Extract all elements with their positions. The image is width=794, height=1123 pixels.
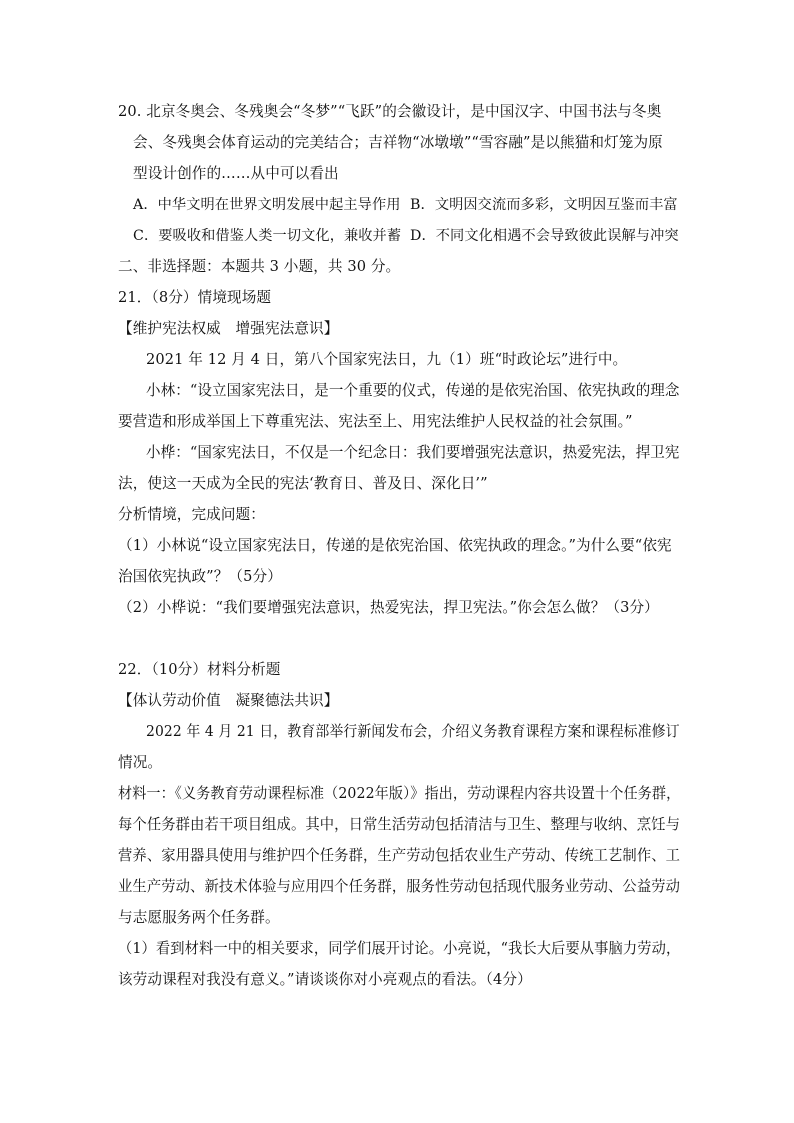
q22-sub1-line-1: （1）看到材料一中的相关要求，同学们展开讨论。小亮说，“我长大后要从事脑力劳动， [118, 940, 681, 957]
q22-material1-line-3: 营养、家用器具使用与维护四个任务群，生产劳动包括农业生产劳动、传统工艺制作、工 [118, 847, 681, 864]
q21-xiaolin-line-1: 小林：“设立国家宪法日，是一个重要的仪式，传递的是依宪治国、依宪执政的理念 [146, 382, 680, 399]
q22-theme: 【体认劳动价值 凝聚德法共识】 [118, 692, 339, 709]
q20-option-a: A．中华文明在世界文明发展中起主导作用 [133, 197, 401, 213]
q20-option-b: B．文明因交流而多彩，文明因互鉴而丰富 [410, 197, 678, 213]
q22-title: 22．（10分）材料分析题 [118, 661, 281, 678]
q22-material1-line-2: 每个任务群由若干项目组成。其中，日常生活劳动包括清洁与卫生、整理与收纳、烹饪与 [118, 816, 681, 833]
section-2-heading: 二、非选择题：本题共 3 小题，共 30 分。 [118, 258, 401, 275]
q21-xiaolin-line-2: 要营造和形成举国上下尊重宪法、宪法至上、用宪法维护人民权益的社会氛围。” [118, 413, 633, 430]
q21-title: 21．（8分）情境现场题 [118, 289, 272, 306]
q21-sub1-line-2: 治国依宪执政”？（5分） [118, 568, 282, 585]
q21-intro: 2021 年 12 月 4 日，第八个国家宪法日，九（1）班“时政论坛”进行中。 [146, 351, 628, 368]
q20-stem-line-2: 会、冬残奥会体育运动的完美结合；吉祥物“冰墩墩”“雪容融”是以熊猫和灯笼为原 [133, 134, 663, 151]
q20-option-d: D．不同文化相遇不会导致彼此误解与冲突 [410, 228, 679, 244]
q22-intro-line-2: 情况。 [118, 754, 163, 771]
q21-task: 分析情境，完成问题： [118, 506, 265, 523]
q22-material1-line-5: 与志愿服务两个任务群。 [118, 909, 280, 926]
q21-xiaohua-line-2: 法，使这一天成为全民的宪法‘教育日、普及日、深化日’” [118, 475, 488, 492]
q22-sub1-line-2: 该劳动课程对我没有意义。”请谈谈你对小亮观点的看法。（4分） [118, 971, 532, 988]
q21-theme: 【维护宪法权威 增强宪法意识】 [118, 320, 339, 337]
q21-sub2: （2）小桦说：“我们要增强宪法意识，热爱宪法，捍卫宪法。”你会怎么做？（3分） [118, 599, 659, 616]
q21-xiaohua-line-1: 小桦：“国家宪法日，不仅是一个纪念日：我们要增强宪法意识，热爱宪法，捍卫宪 [146, 444, 680, 461]
q20-stem-line-3: 型设计创作的……从中可以看出 [133, 165, 339, 182]
q22-material1-line-1: 材料一：《义务教育劳动课程标准（2022年版）》指出，劳动课程内容共设置十个任务群， [118, 785, 681, 802]
q20-stem-line-1: 20. 北京冬奥会、冬残奥会“冬梦”“飞跃”的会徽设计，是中国汉字、中国书法与冬奥 [118, 103, 662, 120]
q20-option-c: C．要吸收和借鉴人类一切文化，兼收并蓄 [133, 228, 402, 244]
q22-intro-line-1: 2022 年 4 月 21 日，教育部举行新闻发布会，介绍义务教育课程方案和课程标准修订 [146, 723, 680, 740]
q22-material1-line-4: 业生产劳动、新技术体验与应用四个任务群，服务性劳动包括现代服务业劳动、公益劳动 [118, 878, 681, 895]
q21-sub1-line-1: （1）小林说“设立国家宪法日，传递的是依宪治国、依宪执政的理念。”为什么要“依宪 [118, 537, 672, 554]
